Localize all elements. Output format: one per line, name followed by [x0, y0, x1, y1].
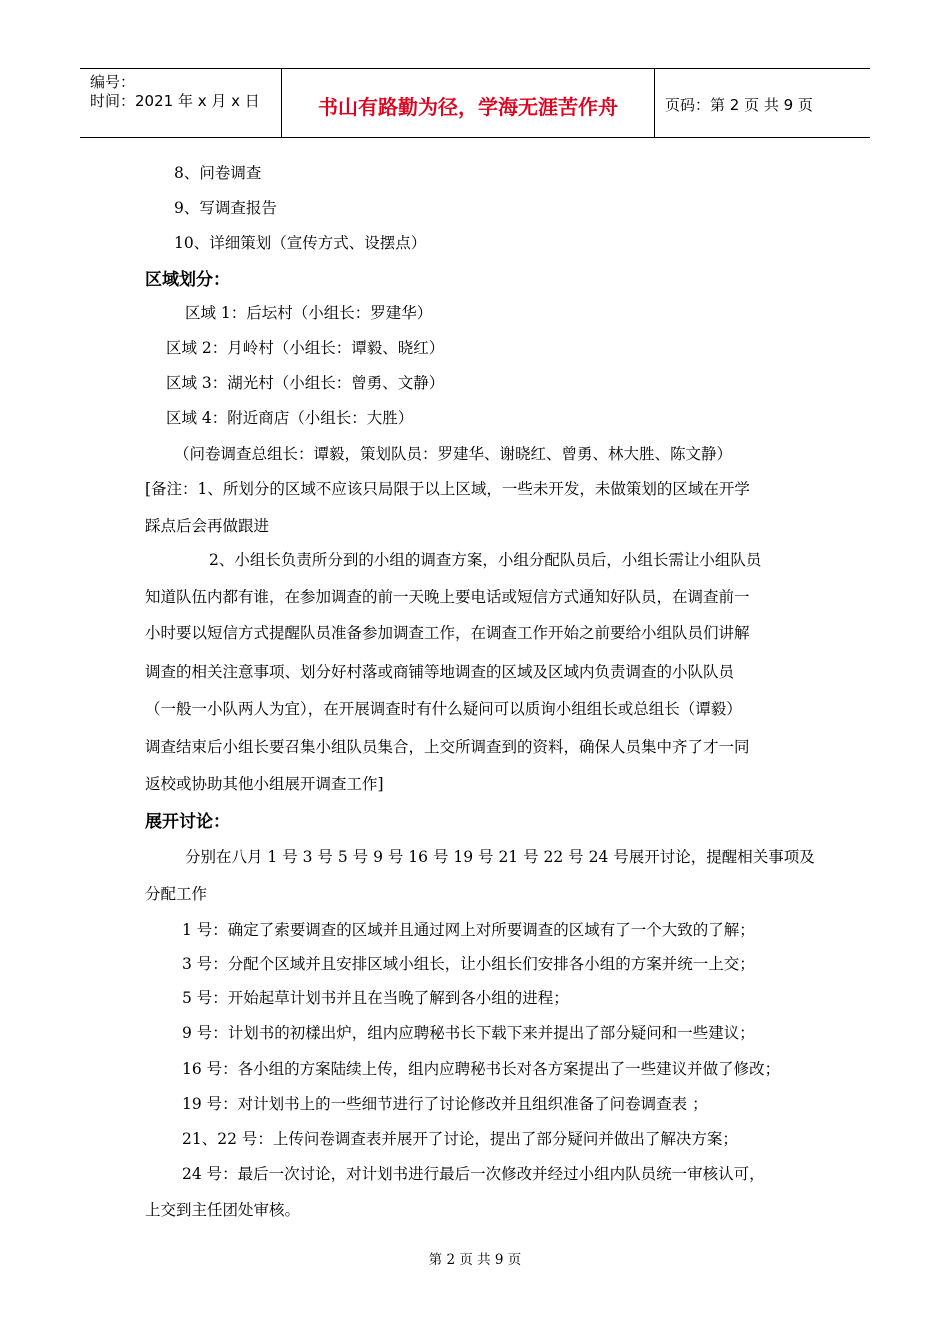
discussion-line: 5 号：开始起草计划书并且在当晚了解到各小组的进程； [182, 989, 569, 1007]
remark-line: 知道队伍内都有谁，在参加调查的前一天晚上要电话或短信方式通知好队员，在调查前一 [145, 588, 750, 606]
discussion-line: 16 号：各小组的方案陆续上传，组内应聘秘书长对各方案提出了一些建议并做了修改； [182, 1060, 781, 1078]
list-item: 8、问卷调查 [174, 164, 262, 182]
remark-line: 返校或协助其他小组展开调查工作] [145, 775, 384, 793]
remark-line: 调查结束后小组长要召集小组队员集合，上交所调查到的资料，确保人员集中齐了才一同 [145, 738, 750, 756]
team-note: （问卷调查总组长：谭毅，策划队员：罗建华、谢晓红、曾勇、林大胜、陈文静） [174, 445, 733, 463]
doc-number-label: 编号： [90, 73, 136, 91]
header-page-number: 页码：第 2 页 共 9 页 [665, 96, 813, 114]
discussion-line: 24 号：最后一次讨论，对计划书进行最后一次修改并经过小组内队员统一审核认可， [182, 1165, 765, 1183]
page-footer: 第 2 页 共 9 页 [428, 1252, 522, 1268]
discussion-line: 9 号：计划书的初樣出炉，组内应聘秘书长下载下来并提出了部分疑问和一些建议； [182, 1024, 755, 1042]
remark-line: 调查的相关注意事项、划分好村落或商铺等地调查的区域及区域内负责调查的小队队员 [145, 663, 735, 681]
header-info-cell [80, 69, 282, 137]
discussion-line: 分配工作 [145, 885, 208, 903]
remark-line: （一般一小队两人为宜），在开展调查时有什么疑问可以质询小组组长或总组长（谭毅） [145, 700, 742, 718]
doc-time-label: 时间：2021 年 x 月 x 日 [90, 92, 260, 110]
page-header [80, 68, 870, 138]
discussion-line: 19 号：对计划书上的一些细节进行了讨论修改并且组织准备了问卷调查表 ； [182, 1095, 708, 1113]
region-item: 区域 2：月岭村（小组长：谭毅、晓红） [166, 339, 445, 357]
discussion-line: 上交到主任团处审核。 [145, 1201, 301, 1219]
header-page-cell [655, 69, 870, 137]
remark-line: 2、小组长负责所分到的小组的调查方案，小组分配队员后，小组长需让小组队员 [209, 551, 762, 569]
remark-line: [备注：1、所划分的区域不应该只局限于以上区域，一些未开发，未做策划的区域在开学 [145, 480, 750, 498]
list-item: 9、写调查报告 [174, 199, 277, 217]
region-item: 区域 3：湖光村（小组长：曾勇、文静） [166, 374, 445, 392]
discussion-line: 21、22 号：上传问卷调查表并展开了讨论，提出了部分疑问并做出了解决方案； [182, 1130, 738, 1148]
discussion-line: 3 号：分配个区域并且安排区域小组长，让小组长们安排各小组的方案并统一上交； [182, 955, 755, 973]
remark-line: 踩点后会再做跟进 [145, 517, 270, 535]
region-item: 区域 1：后坛村（小组长：罗建华） [185, 304, 433, 322]
remark-line: 小时要以短信方式提醒队员准备参加调查工作，在调查工作开始之前要给小组队员们讲解 [145, 624, 750, 642]
discussion-line: 1 号：确定了索要调查的区域并且通过网上对所要调查的区域有了一个大致的了解； [182, 921, 755, 939]
list-item: 10、详细策划（宣传方式、设摆点） [174, 234, 427, 252]
header-motto-cell [282, 69, 655, 137]
section-title-discussion: 展开讨论： [145, 812, 230, 832]
discussion-line: 分别在八月 1 号 3 号 5 号 9 号 16 号 19 号 21 号 22 号 24 号展开讨论，提醒相关事项及 [185, 848, 815, 866]
region-item: 区域 4：附近商店（小组长：大胜） [166, 409, 414, 427]
header-motto: 书山有路勤为径，学海无涯苦作舟 [318, 95, 618, 119]
section-title-regions: 区域划分： [145, 270, 230, 290]
